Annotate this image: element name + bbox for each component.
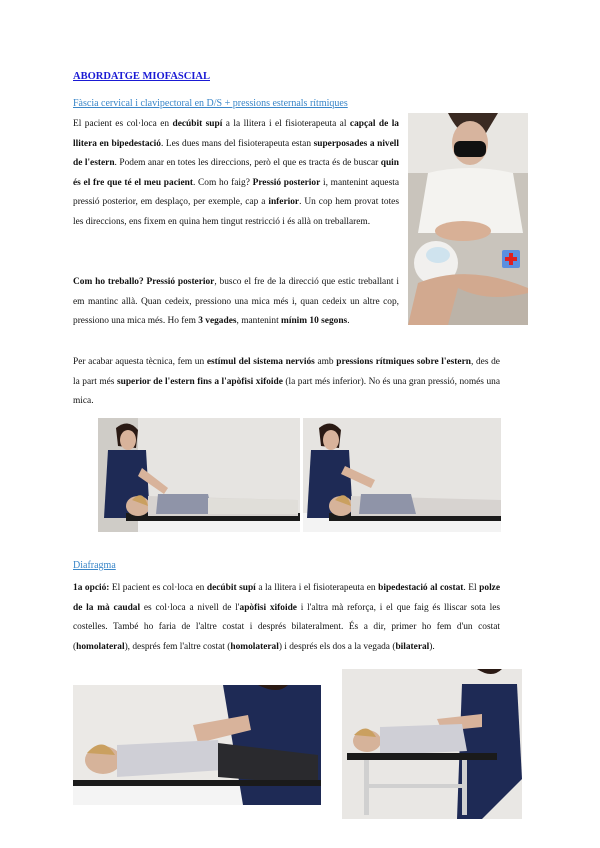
red-cross-icon [502,250,520,268]
photo-therapist-masked-sternum [408,113,528,325]
document-title: ABORDATGE MIOFASCIAL [73,71,210,82]
photo-diaphragm-2 [342,669,522,819]
paragraph-technique-description: El pacient es col·loca en decúbit supí a la llitera i el fisioterapeuta al capçal de la llitera en bipedestació. Les dues mans del fisioterapeuta estan superposades a nivell de l'estern. Podem anar en totes les direccions, però el que es tracta és de buscar quin és el fre que té el meu pacient. Com ho faig? Pressió posterior i, mantenint aquesta pressió posterior, em desplaço, per exemple, cap a inferior. Un cop hem provat totes les direccions, ens fixem en quina hem tingut restricció i és allà on treballarem. [73,119,399,227]
section-heading-cervical-fascia: Fàscia cervical i clavipectoral en D/S + pressions esternals rítmiques [73,98,348,109]
photo-sternal-technique-1 [98,418,300,532]
photo-diaphragm-1 [73,685,321,805]
photo-sternal-technique-2 [303,418,501,532]
paragraph-how-to-work: Com ho treballo? Pressió posterior, busco el fre de la direcció que estic treballant i em mantinc allà. Quan cedeix, pressiono una mica més i, quan cedeix un altre cop, pressiono una mica més. Ho fem 3 vegades, mantenint mínim 10 segons. [73,277,399,326]
paragraph-rhythmic-pressures: Per acabar aquesta tècnica, fem un estímul del sistema nerviós amb pressions rítmiques sobre l'estern, des de la part més superior de l'estern fins a l'apòfisi xifoide (la part més inferior). No és una gran pressió, només una mica. [73,357,500,406]
paragraph-diaphragm-option-1: 1a opció: El pacient es col·loca en decúbit supí a la llitera i el fisioterapeuta en bipedestació al costat. El polze de la mà caudal es col·loca a nivell de l'apòfisi xifoide i l'altra mà reforça, i el que faig és lliscar sota les costelles. També ho faria de l'altre costat i després bilateralment. És a dir, primer ho fem d'un costat (homolateral), després fem l'altre costat (homolateral) i després els dos a la vegada (bilateral). [73,583,501,652]
section-heading-diaphragm: Diafragma [73,560,116,571]
